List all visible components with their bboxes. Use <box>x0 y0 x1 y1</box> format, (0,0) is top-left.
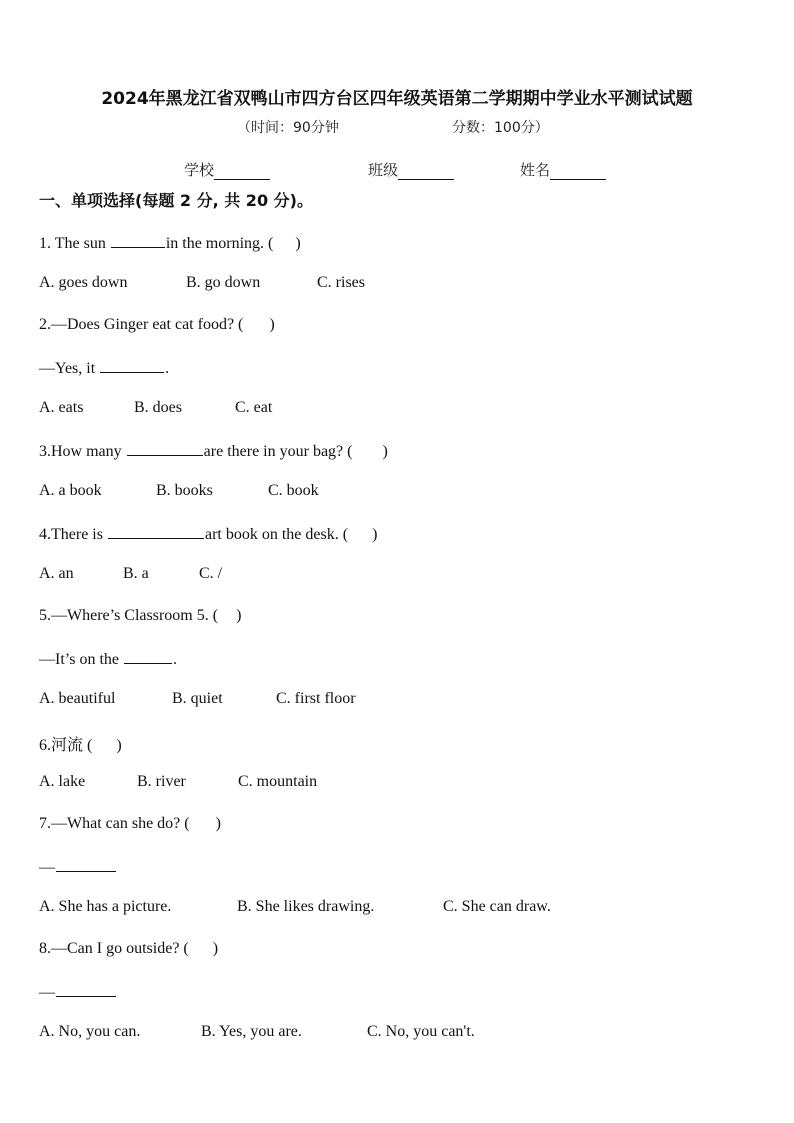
question-text: art book on the desk. ( <box>204 526 349 543</box>
option-a[interactable]: A. She has a picture. <box>39 898 172 915</box>
option-b[interactable]: B. a <box>123 565 149 582</box>
question-text: 6.河流 ( <box>39 737 93 754</box>
paren-close: ) <box>295 235 301 252</box>
answer-blank[interactable] <box>124 649 172 664</box>
paren-close: ) <box>382 443 388 460</box>
answer-blank[interactable] <box>127 441 203 456</box>
reply-text: —It’s on the <box>39 651 119 668</box>
option-a[interactable]: A. goes down <box>39 274 128 291</box>
paren-close: ) <box>215 815 221 832</box>
paren-close: ) <box>212 940 219 957</box>
question-text: are there in your bag? ( <box>203 443 353 460</box>
option-b[interactable]: B. river <box>137 773 186 790</box>
class-field <box>368 159 454 180</box>
class-blank[interactable] <box>398 164 454 180</box>
question-8-reply <box>39 982 117 1002</box>
question-1 <box>39 233 301 253</box>
school-label: 学校 <box>184 161 215 179</box>
name-label: 姓名 <box>520 161 551 179</box>
question-5 <box>39 607 241 625</box>
question-text: 7.—What can she do? ( <box>39 815 190 832</box>
question-text: 5.—Where’s Classroom 5. ( <box>39 607 219 624</box>
reply-end: . <box>165 360 170 377</box>
answer-blank[interactable] <box>108 524 204 539</box>
question-8 <box>39 940 218 958</box>
option-a[interactable]: A. No, you can. <box>39 1023 141 1040</box>
paren-close: ) <box>116 737 122 754</box>
question-5-reply <box>39 649 177 669</box>
option-b[interactable]: B. does <box>134 399 182 416</box>
question-text: 2.—Does Ginger eat cat food? ( <box>39 316 244 333</box>
exam-score: 分数：100分） <box>452 120 549 136</box>
option-a[interactable]: A. eats <box>39 399 84 416</box>
question-4 <box>39 524 377 544</box>
school-field <box>184 159 270 180</box>
question-text: 1. The sun <box>39 235 106 252</box>
option-c[interactable]: C. eat <box>235 399 273 416</box>
option-c[interactable]: C. She can draw. <box>443 898 551 915</box>
option-a[interactable]: A. a book <box>39 482 102 499</box>
question-text: in the morning. ( <box>165 235 274 252</box>
option-b[interactable]: B. books <box>156 482 213 499</box>
question-2-reply <box>39 358 169 378</box>
question-3 <box>39 441 388 461</box>
question-6 <box>39 732 122 755</box>
school-blank[interactable] <box>214 164 270 180</box>
reply-end: . <box>173 651 177 668</box>
question-7-reply <box>39 857 117 877</box>
option-a[interactable]: A. an <box>39 565 74 582</box>
option-c[interactable]: C. mountain <box>238 773 318 790</box>
answer-blank[interactable] <box>56 982 116 997</box>
option-b[interactable]: B. quiet <box>172 690 223 707</box>
option-c[interactable]: C. book <box>268 482 319 499</box>
answer-blank[interactable] <box>111 233 165 248</box>
paren-close: ) <box>236 607 242 624</box>
section-title: 一、单项选择(每题 2 分, 共 20 分)。 <box>39 191 313 210</box>
option-c[interactable]: C. first floor <box>276 690 356 707</box>
reply-text: — <box>39 859 55 876</box>
name-blank[interactable] <box>550 164 606 180</box>
option-b[interactable]: B. She likes drawing. <box>237 898 375 915</box>
reply-text: —Yes, it <box>39 360 96 377</box>
question-text: 8.—Can I go outside? ( <box>39 940 189 957</box>
answer-blank[interactable] <box>100 358 164 373</box>
option-b[interactable]: B. Yes, you are. <box>201 1023 302 1040</box>
question-text: 3.How many <box>39 443 122 460</box>
option-a[interactable]: A. lake <box>39 773 86 790</box>
reply-text: — <box>39 984 55 1001</box>
paren-close: ) <box>372 526 378 543</box>
answer-blank[interactable] <box>56 857 116 872</box>
exam-time: （时间：90分钟 <box>237 120 339 136</box>
paren-close: ) <box>269 316 275 333</box>
class-label: 班级 <box>368 161 399 179</box>
option-c[interactable]: C. No, you can't. <box>367 1023 475 1040</box>
name-field <box>520 159 606 180</box>
option-a[interactable]: A. beautiful <box>39 690 116 707</box>
exam-title: 2024年黑龙江省双鸭山市四方台区四年级英语第二学期期中学业水平测试试题 <box>101 89 693 109</box>
question-text: 4.There is <box>39 526 103 543</box>
option-c[interactable]: C. rises <box>317 274 365 291</box>
option-b[interactable]: B. go down <box>186 274 261 291</box>
option-c[interactable]: C. / <box>199 565 223 582</box>
question-7 <box>39 815 221 833</box>
question-2 <box>39 316 275 334</box>
